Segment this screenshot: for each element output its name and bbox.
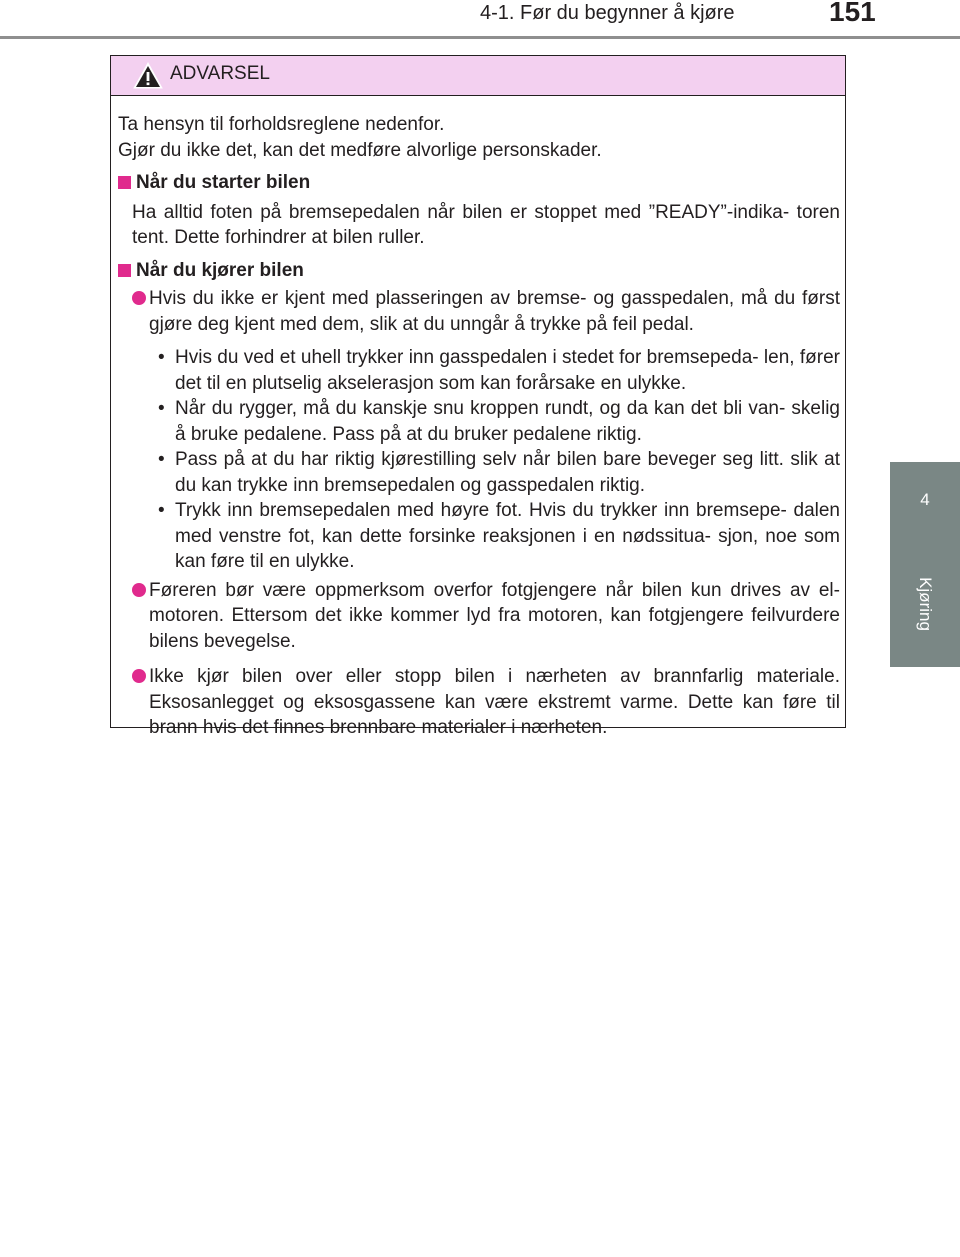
page-number: 151 (829, 0, 876, 27)
warning-triangle-icon (133, 62, 163, 90)
bullet-dot-icon: • (158, 449, 165, 470)
warning-content (118, 112, 840, 741)
section-driving (118, 258, 840, 741)
bullet-dot-icon: • (158, 347, 165, 368)
section-title-text: Når du starter bilen (136, 172, 311, 193)
sub-bullet-item (149, 447, 840, 498)
sub-bullet-text: Trykk inn bremsepedalen med høyre fot. Hvis du trykker inn bremsepe- dalen med venstre fot, kan dette forsinke reaksjonen i en nødssitua- sjon, noe som kan føre til en ulykke. (175, 500, 840, 572)
circle-bullet-icon (132, 669, 146, 683)
section-title (118, 170, 840, 196)
circle-bullet-icon (132, 291, 146, 305)
circle-bullet-icon (132, 583, 146, 597)
section-starting (118, 170, 840, 251)
warning-intro (118, 112, 840, 163)
chapter-title: 4-1. Før du begynner å kjøre (480, 2, 735, 24)
sub-bullet-text: Hvis du ved et uhell trykker inn gasspedalen i stedet for bremsepeda- len, fører det til en plutselig akselerasjon som kan forårsake en ulykke. (175, 347, 840, 394)
square-bullet-icon (118, 176, 131, 189)
sub-bullet-item (149, 345, 840, 396)
list-item-text: Føreren bør være oppmerksom overfor fotgjengere når bilen kun drives av el-motoren. Ettersom det ikke kommer lyd fra motoren, kan fotgjengere feilvurdere bilens bevegelse. (149, 579, 840, 652)
header-divider (0, 36, 960, 39)
bullet-dot-icon: • (158, 500, 165, 521)
warning-header (111, 56, 845, 96)
sub-bullet-text: Pass på at du har riktig kjørestilling selv når bilen bare beveger seg litt. slik at du kan trykke inn bremsepedalen og gasspedalen riktig. (175, 449, 840, 496)
list-item-text: Hvis du ikke er kjent med plasseringen av bremse- og gasspedalen, må du først gjøre deg kjent med dem, slik at du unngår å trykke på feil pedal. (149, 288, 840, 335)
sub-bullet-text: Når du rygger, må du kanskje snu kroppen rundt, og da kan det bli van- skelig å bruke pedalene. Pass på at du bruker pedalene riktig. (175, 398, 840, 445)
side-tab-label: Kjøring (916, 577, 935, 631)
sub-bullet-item (149, 396, 840, 447)
side-tab-number: 4 (920, 490, 930, 509)
warning-box (110, 55, 846, 738)
section-title-text: Når du kjører bilen (136, 259, 304, 281)
section-title (118, 258, 840, 284)
list-item (118, 664, 840, 741)
list-item (118, 286, 840, 337)
section-body: Ha alltid foten på bremsepedalen når bilen er stoppet med ”READY”-indika- toren tent. Dette forhindrer at bilen ruller. (132, 201, 840, 248)
list-item-text: Ikke kjør bilen over eller stopp bilen i nærheten av brannfarlig materiale. Eksosanlegget og eksosgassene kan være ekstremt varme. Dette kan føre til brann hvis det finnes brennbare materialer i nærheten. (149, 666, 840, 738)
intro-line: Gjør du ikke det, kan det medføre alvorlige personskader. (118, 139, 602, 161)
sub-bullet-item (149, 498, 840, 575)
square-bullet-icon (118, 264, 131, 277)
chapter-side-tab[interactable] (890, 462, 960, 667)
bullet-dot-icon: • (158, 398, 165, 419)
warning-title: ADVARSEL (170, 63, 270, 84)
list-item (118, 578, 840, 655)
sub-bullet-list (118, 345, 840, 575)
intro-line: Ta hensyn til forholdsreglene nedenfor. (118, 114, 445, 135)
